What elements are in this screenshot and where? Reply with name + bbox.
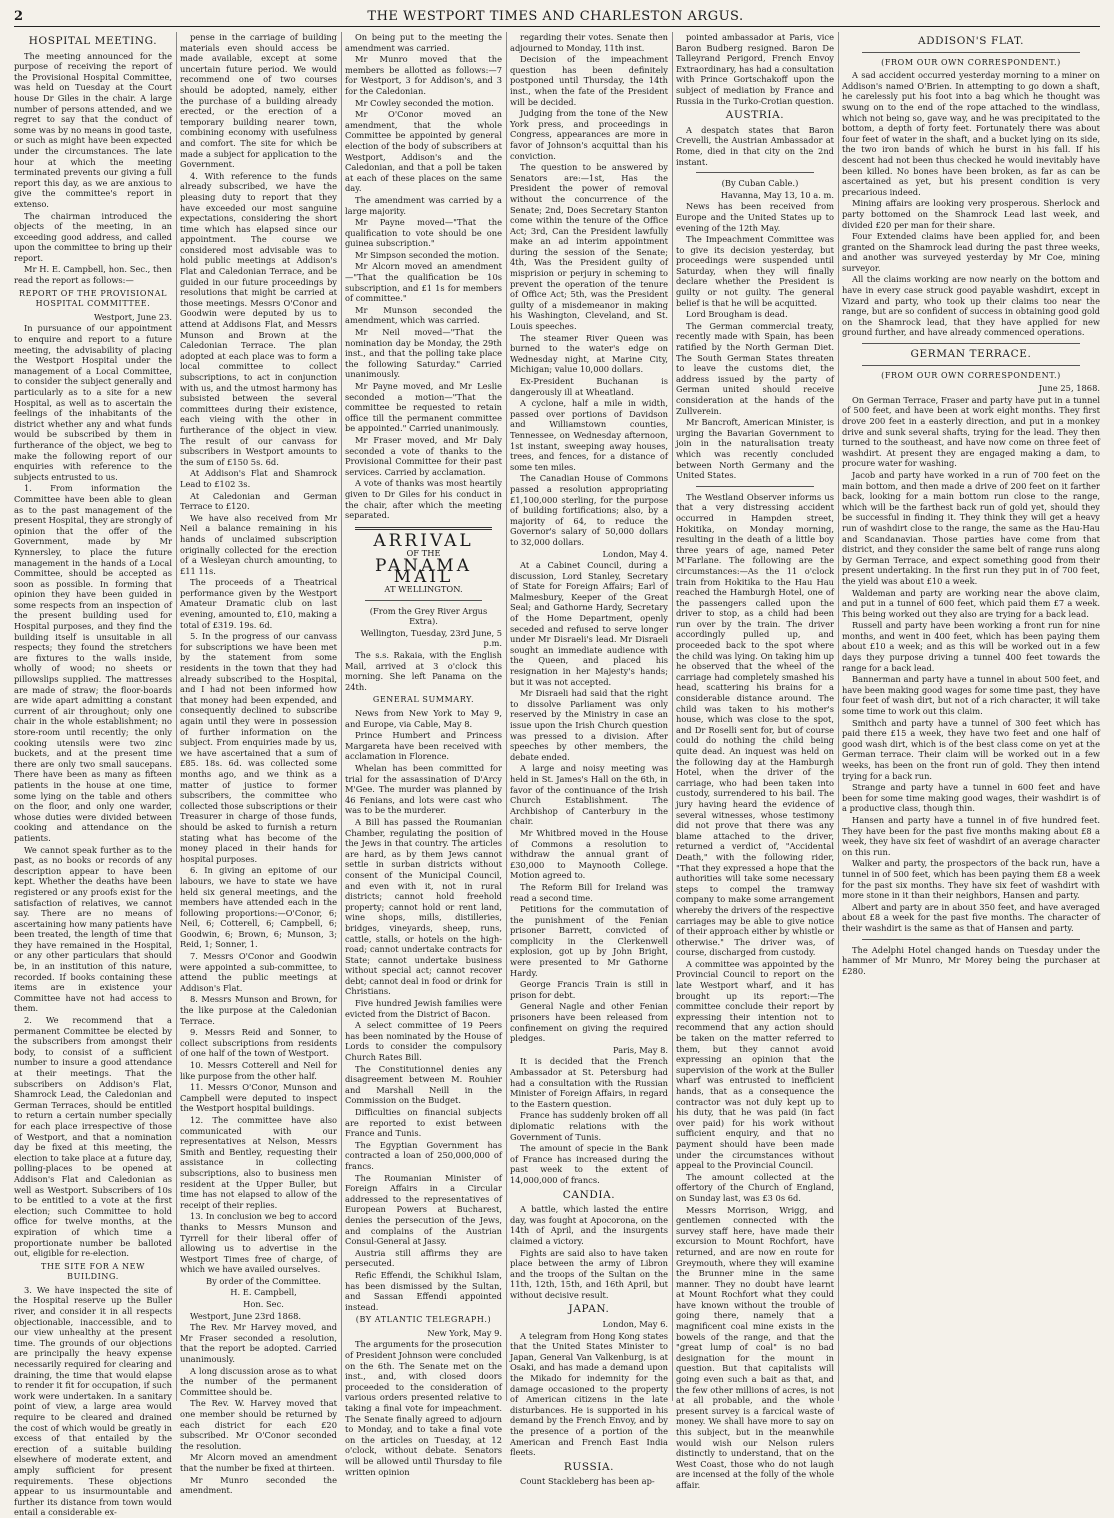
paragraph: Mr Munro seconded the amendment.	[180, 1474, 337, 1496]
paragraph: Refic Effendi, the Schikhul Islam, has been dismissed by the Sultan, and Sassan Effendi appointed instead.	[345, 1269, 502, 1312]
paragraph: In pursuance of our appointment to enquire and report to a future meeting, the advisability of placing the Westport Hospital under the management of a Local Committee, to consider the subject generally and particularly as to a site for a new Hospital, as well as to ascertain the feelings of the inhabitants of the district whether any and what funds would be subscribed by them in furtherance of the object, we beg to make the following report of our enquiries with reference to the subjects entrusted to us.	[14, 323, 172, 482]
column-divider	[672, 32, 673, 1401]
section-heading: AUSTRIA.	[725, 109, 785, 122]
paragraph: 7. Messrs O'Conor and Goodwin were appointed a sub-committee, to attend the public meetings at Addison's Flat.	[180, 951, 337, 993]
column-5	[676, 32, 834, 1490]
paragraph: News from New York to May 9, and Europe, via Cable, May 8.	[345, 708, 502, 729]
paragraph: Decision of the impeachment question has been definitely postponed until Thursday, the 14th inst., when the fate of the President will be decided.	[510, 54, 668, 107]
subheading: REPORT OF THE PROVISIONAL HOSPITAL COMMITTEE.	[19, 288, 167, 309]
paragraph: 9. Messrs Reid and Sonner, to collect subscriptions from residents of one half of the town of Westport.	[180, 1027, 337, 1059]
dateline: London, May 4.	[602, 548, 668, 559]
paragraph: On being put to the meeting the amendment was carried.	[345, 32, 502, 53]
paragraph: 8. Messrs Munson and Brown, for the like purpose at the Caledonian Terrace.	[180, 994, 337, 1026]
paragraph: 10. Messrs Cotterell and Neil for like purpose from the other half.	[180, 1060, 337, 1081]
paragraph: Mr Simpson seconded the motion.	[355, 249, 500, 260]
dateline: Paris, May 8.	[613, 1044, 668, 1055]
arrival-heading: ARRIVAL	[373, 530, 474, 551]
dateline: New York, May 9.	[427, 1327, 502, 1338]
section-heading: CANDIA.	[562, 1188, 616, 1201]
paragraph: The Impeachment Committee was to give its decision yesterday, but proceedings were suspended until Saturday, when they will finally declare whether the President is guilty or not guilty. The general belief is that he will be acquitted.	[676, 234, 834, 308]
divider	[696, 172, 814, 173]
paragraph: The Rev. W. Harvey moved that one member should be returned by each district for each £20 subscribed. Mr O'Conor seconded the resolution.	[180, 1398, 337, 1451]
paragraph: The amendment was carried by a large majority.	[345, 194, 502, 216]
paragraph: Mr Munson seconded the amendment, which was carried.	[345, 304, 502, 326]
paragraph: The amount collected at the offertory of the Church of England, on Sunday last, was £3 0s 6d.	[676, 1171, 834, 1203]
paragraph: Russell and party have been working a front run for nine months, and went in 400 feet, which has been paying them about £10 a week; and as this will be worked out in a few days they purpose driving a tunnel 400 feet towards the range for a back lead.	[842, 620, 1100, 673]
arrival-of-the: OF THE	[406, 548, 441, 559]
paragraph: Mr Fraser moved, and Mr Daly seconded a vote of thanks to the Provisional Committee for their past services. Carried by acclamation.	[345, 434, 502, 477]
paragraph: Strange and party have a tunnel in 600 feet and have been for some time making good wages, their washdirt is of a productive class, though thin.	[842, 782, 1100, 814]
paragraph: Lord Brougham is dead.	[686, 309, 788, 320]
column-2	[180, 32, 337, 1496]
column-divider	[176, 32, 177, 1401]
paragraph: Mining affairs are looking very prosperous. Sherlock and party bottomed on the Shamrock Lead last week, and divided £20 per man for their share.	[842, 198, 1100, 230]
paragraph: Mr Whitbred moved in the House of Commons a resolution to withdraw the annual grant of £30,000 to Maynooth College. Motion agreed to.	[510, 827, 668, 881]
paragraph: Bannerman and party have a tunnel in about 500 feet, and have been making good wages for some time past, they have four feet of wash dirt, but not of a rich character, it will take some time to work out this claim.	[842, 674, 1100, 717]
paragraph: A sad accident occurred yesterday morning to a miner on Addison's named O'Brien. In attempting to go down a shaft, he carelessly put his foot into a bag which he thought was swung on to the end of the rope attached to the windlass, which not being so, gave way, and he was precipitated to the bottom, a depth of forty feet. Fortunately there was about four feet of water in the shaft, and a bucket lying on its side, the two iron bands of which he burst in his fall. If his descent had not been thus checked he would inevitably have been killed. No bones have been broken, as far as can be ascertained as yet, but his present condition is very precarious indeed.	[842, 70, 1100, 197]
paragraph: Petitions for the commutation of the punishment of the Fenian prisoner Barrett, convicted of complicity in the Clerkenwell explosion, got up by John Bright, were presented to Mr Gathorne Hardy.	[510, 904, 668, 978]
paragraph: Mr O'Conor moved an amendment, that the whole Committee be appointed by general election of the body of subscribers at Westport, Addison's and the Caledonian, and that a poll be taken at each of these places on the same day.	[345, 109, 502, 194]
divider	[862, 365, 1080, 366]
subheading: GENERAL SUMMARY.	[372, 695, 475, 705]
paragraph: 13. In conclusion we beg to accord thanks to Messrs Munson and Tyrrell for their liberal offer of allowing us to advertise in the Westport Times free of charge, of which we have availed ourselves.	[180, 1211, 337, 1275]
paragraph: The Egyptian Government has contracted a loan of 250,000,000 of francs.	[345, 1139, 502, 1171]
source-line: (From the Grey River Argus Extra).	[369, 605, 488, 627]
column-divider	[506, 32, 507, 1401]
dateline: London, May 6.	[602, 1319, 668, 1330]
paragraph: The Constitutionnel denies any disagreement between M. Rouhier and Marshall Neill in the Commission on the Budget.	[345, 1063, 502, 1106]
paragraph: Waldeman and party are working near the above claim, and put in a tunnel of 600 feet, which paid them £7 a week. This being worked out they also are trying for a back lead.	[842, 587, 1100, 619]
page-number: 2	[14, 8, 24, 24]
paragraph: The question to be answered by Senators are:—1st, Has the President the power of removal without the concurrence of the Senate; 2nd, Does Secretary Stanton come within the tenure of the Office Act; 3rd, Can the President lawfully make an ad interim appointment during the session of the Senate; 4th, Was the President guilty of misprision or perjury in scheming to prevent the operation of the tenure of Office Act; 5th, was the President guilty of a misdemeanor in making his Washington, Cleveland, and St. Louis speeches.	[510, 162, 668, 332]
paragraph: Mr Neil moved—"That the nomination day be Monday, the 29th inst., and that the polling take place the following Saturday." Carried unanimously.	[345, 327, 502, 380]
divider	[696, 486, 814, 487]
paragraph: On German Terrace, Fraser and party have put in a tunnel of 500 feet, and have been at work eight months. They first drove 200 feet in a easterly direction, and put in a monkey drive and sunk several shafts, trying for the lead. They then turned to the southeast, and have now come on three feet of washdirt. At present they are engaged making a dam, to procure water for washing.	[842, 394, 1100, 469]
section-heading: JAPAN.	[568, 1303, 610, 1316]
divider	[862, 52, 1080, 53]
source-line: (By Cuban Cable.)	[721, 178, 799, 189]
at-wellington: AT WELLINGTON.	[384, 584, 463, 595]
paragraph: Difficulties on financial subjects are reported to exist between France and Tunis.	[345, 1107, 502, 1139]
paragraph: 11. Messrs O'Conor, Munson and Campbell were deputed to inspect the Westport hospital buildings.	[180, 1082, 337, 1114]
paragraph: A committee was appointed by the Provincial Council to report on the late Westport wharf, and it has brought up its report:—The committee conclude their report by expressing their intention not to recommend that any action should be taken on the matter referred to them, but they cannot avoid expressing an opinion that the supervision of the work at the Buller wharf was entrusted to inefficient hands, that as a consequence the contractor was not duly kept up to his duty, that he was paid (in fact over paid) for his work without sufficient enquiry, and that no payment should have been made under the circumstances without appeal to the Provincial Council.	[676, 958, 834, 1171]
paragraph: A battle, which lasted the entire day, was fought at Apocorona, on the 14th of April, and the insurgents claimed a victory.	[510, 1204, 668, 1246]
paragraph: Four Extended claims have been applied for, and been granted on the Shamrock lead during the past three weeks, and another was surveyed yesterday by Mr Coe, mining surveyor.	[842, 231, 1100, 273]
article-heading: HOSPITAL MEETING.	[28, 35, 158, 47]
divider	[365, 600, 482, 601]
divider	[862, 939, 1080, 940]
column-6	[842, 32, 1100, 1401]
paragraph: 12. The committee have also communicated with our representatives at Nelson, Messrs Smith and Bentley, requesting their assistance in collecting subscriptions, also to business men resident at the Upper Buller, but time has not elapsed to allow of the receipt of their replies.	[180, 1114, 337, 1210]
paragraph: Albert and party are in about 350 feet, and have averaged about £8 a week for the past five months. The character of their washdirt is the same as that of Hansen and party.	[842, 901, 1100, 933]
panama-mail-heading: PANAMA MAIL	[375, 555, 472, 587]
paragraph: The steamer River Queen was burned to the water's edge on Wednesday night, at Marine City, Michigan; value 10,000 dollars.	[510, 332, 668, 375]
dateline: Wellington, Tuesday, 23rd June, 5 p.m.	[360, 627, 502, 649]
paragraph: At a Cabinet Council, during a discussion, Lord Stanley, Secretary of State for Foreign Affairs; Earl of Malmesbury, Keeper of the Great Seal; and Gathorne Hardy, Secretary of the Home Department, openly seceded and refused to serve longer under Mr Disraeli's lead. Mr Disraeli sought an immediate audience with the Queen, and placed his resignation in her Majesty's hands; but it was not accepted.	[510, 560, 668, 687]
paragraph: Mr Alcorn moved an amendment that the number be fixed at thirteen.	[180, 1452, 337, 1473]
paragraph: At Addison's Flat and Shamrock Lead to £102 3s.	[180, 468, 337, 489]
paragraph: A cyclone, half a mile in width, passed over portions of Davidson and Williamstown counties, Tennessee, on Wednesday afternoon, 1st instant, sweeping away houses, trees, and fences, for a distance of some ten miles.	[510, 398, 668, 472]
paragraph: pense in the carriage of building materials even should access be made available, except at some uncertain future period. We would recommend one of two courses should be adopted, namely, either the purchase of a building already erected, or the erection of a temporary building nearer town, combining economy with usefulness and comfort. The site for which be made a subject for application to the Government.	[180, 32, 337, 170]
paragraph: The Reform Bill for Ireland was read a second time.	[510, 881, 668, 903]
paragraph: Judging from the tone of the New York press, and proceedings in Congress, appearances are more in favor of Johnson's acquittal than his conviction.	[510, 108, 668, 161]
paragraph: The Canadian House of Commons passed a resolution appropriating £1,100,000 sterling, for the purpose of building fortifications; also, by a majority of 64, to reduce the Governor's salary of 50,000 dollars to 32,000 dollars.	[510, 473, 668, 547]
paragraph: Hansen and party have a tunnel in of five hundred feet. They have been for the past five months making about £8 a week, they have six feet of washdirt of an average character on this run.	[842, 814, 1100, 857]
paragraph: The Adelphi Hotel changed hands on Tuesday under the hammer of Mr Munro, Mr Morey being the purchaser at £280.	[842, 944, 1100, 976]
signature-name: H. E. Campbell,	[230, 1287, 297, 1298]
paragraph: The Rev. Mr Harvey moved, and Mr Fraser seconded a resolution, that the report be adopted. Carried unanimously.	[180, 1322, 337, 1365]
paragraph: regarding their votes. Senate then adjourned to Monday, 11th inst.	[510, 32, 668, 53]
signature-line: By order of the Committee.	[206, 1275, 321, 1286]
column-1	[14, 32, 172, 1518]
paragraph: 3. We have inspected the site of the Hospital reserve up the Buller river, and consider it in all respects objectionable, inaccessible, and to our view unhealthy at the present time. The grounds of our objections are principally the heavy expense necessarily required for clearing and draining, the time that would elapse to render it fit for occupation, if such work were undertaken. In a sanitary point of view, a large area would require to be cleared and drained the cost of which would be greatly in excess of that entailed by the erection of a suitable building elsewhere of moderate extent, and amply sufficient for present requirements. These objections appear to us insurmountable and further its distance from town would entail a considerable ex-	[14, 1284, 172, 1518]
paragraph: Smithch and party have a tunnel of 300 feet which has paid there £15 a week, they have two feet and one half of good wash dirt, which is of the best class come on yet at the German terrace. Their claim will be worked out in a few weeks, has been on the front run of gold. They then intend trying for a back run.	[842, 717, 1100, 781]
subheading: (FROM OUR OWN CORRESPONDENT.)	[881, 57, 1061, 67]
subheading: (BY ATLANTIC TELEGRAPH.)	[355, 1315, 492, 1325]
paragraph: pointed ambassador at Paris, vice Baron Budberg resigned. Baron De Talleyrand Perigord, French Envoy Extraordinary, has had a consultation with Prince Gortschakoff upon the subject of mediation by France and Russia in the Turko-Crotian question.	[676, 32, 834, 106]
paragraph: The amount of specie in the Bank of France has increased during the past week to the extent of 14,000,000 of francs.	[510, 1143, 668, 1185]
paragraph: George Francis Train is still in prison for debt.	[510, 979, 668, 1000]
paragraph: A select committee of 19 Peers has been nominated by the House of Lords to consider the compulsory Church Rates Bill.	[345, 1020, 502, 1063]
paragraph: Austria still affirms they are persecuted.	[345, 1247, 502, 1269]
paragraph: 1. From information the Committee have been able to glean as to the past management of the present Hospital, they are strongly of opinion that the offer of the Government, made by Mr Kynnersley, to place the future management in the hands of a Local Committee, should be accepted as soon as possible. In forming that opinion they have been guided in some respects from an inspection of the present building used for Hospital purposes, and they find the building itself is unsuitable in all respects; they found the stretchers are fixtures to the walls inside, wholly of wood; no sheets or pillowslips supplied. The mattresses are made of straw; the floor-boards are wide apart admitting a constant current of air throughout; only one chair in the whole establishment; no store-room until recently; the only cooking utensils were two zinc buckets, and at the present time there are only two small saucepans. There have been as many as fifteen patients in the house at one time, some lying on the table and others on the floor, and only one warder, whose duties were divided between cooking and attendance on the patients.	[14, 483, 172, 843]
divider	[862, 343, 1080, 344]
paragraph: Mr H. E. Campbell, hon. Sec., then read the report as follows:—	[14, 264, 172, 286]
paragraph: The German commercial treaty, recently made with Spain, has been ratified by the North German Diet. The South German States threaten to leave the customs diet, the address issued by the party of German united should receive consideration at the hands of the Zullverein.	[676, 320, 834, 416]
paragraph: A large and noisy meeting was held in St. James's Hall on the 6th, in favor of the continuance of the Irish Church Establishment. The Archbishop of Canterbury in the chair.	[510, 763, 668, 827]
paragraph: 2. We recommend that a permanent Committee be elected by the subscribers from amongst their body, to consist of a sufficient number to insure a good attendance at their meetings. That the subscribers on Addison's Flat, Shamrock Lead, the Caledonian and German Terraces, should be entitled to return a certain number specially for each place irrespective of those of Westport, and that a nomination day be fixed at this meeting, the election to take place at a future day, polling-places to be opened at Addison's Flat and Caledonian as well as Westport. Subscribers of 10s to be entitled to a vote at the first election; such Committee to hold office for twelve months, at the expiration of which time a proportionate number be balloted out, eligible for re-election.	[14, 1015, 172, 1259]
paragraph: Five hundred Jewish families were evicted from the District of Bacon.	[345, 998, 502, 1019]
paragraph: General Nagle and other Fenian prisoners have been released from confinement on giving the required pledges.	[510, 1001, 668, 1044]
dateline: Westport, June 23.	[94, 311, 172, 322]
section-heading: RUSSIA.	[563, 1460, 615, 1473]
paragraph: 5. In the progress of our canvass for subscriptions we have been met by the statement from some residents in the town that they had already subscribed to the Hospital, and I had not been informed how that money had been expended, and consequently declined to subscribe again until they were in possession of further information on the subject. From enquiries made by us, we have ascertained that a sum of £85. 18s. 6d. was collected some months ago, and we think as a matter of justice to former subscribers, the committee who collected those subscriptions or their Treasurer in charge of those funds, should be asked to furnish a return stating what has become of the money placed in their hands for hospital purposes.	[180, 631, 337, 864]
paragraph: All the claims working are now nearly on the bottom and have in every case struck good payable washdirt, except in Vizard and party, who took up their claims too near the range, but are so confident of success in obtaining good gold on the Shamrock lead, that they have applied for new ground further, and have already commenced operations.	[842, 274, 1100, 338]
column-divider	[838, 32, 839, 1401]
section-heading: ADDISON'S FLAT.	[917, 35, 1025, 47]
paragraph: Mr Alcorn moved an amendment—"That the qualification be 10s subscription, and £1 1s for members of committee."	[345, 261, 502, 304]
dateline: Westport, June 23rd 1868.	[190, 1310, 302, 1321]
paragraph: Whelan has been committed for trial for the assassination of D'Arcy M'Gee. The murder was planned by 46 Fenians, and lots were cast who was to be the murderer.	[345, 763, 502, 816]
paragraph: Prince Humbert and Princess Margareta have been received with acclamation in Florence.	[345, 730, 502, 762]
section-divider	[355, 527, 492, 530]
paragraph: It is decided that the French Ambassador at St. Petersburg had had a consultation with the Russian Minister of Foreign Affairs, in regard to the Eastern question.	[510, 1056, 668, 1109]
paragraph: Mr Payne moved—"That the qualification to vote should be one guinea subscription."	[345, 217, 502, 249]
paragraph: The s.s. Rakaia, with the English Mail, arrived at 3 o'clock this morning. She left Panama on the 24th.	[345, 650, 502, 692]
dateline: June 25, 1868.	[1038, 383, 1100, 394]
paragraph: The proceeds of a Theatrical performance given by the Westport Amateur Dramatic club on last evening, amounted to, £10, making a total of £319. 19s. 6d.	[180, 577, 337, 630]
paragraph: The arguments for the prosecution of President Johnson were concluded on the 6th. The Senate met on the inst., and, with closed doors proceeded to the consideration of various orders presented relative to taking a final vote for impeachment. The Senate finally agreed to adjourn to Monday, and to take a final vote on the articles on Tuesday, at 12 o'clock, without debate. Senators will be allowed until Thursday to file written opinion	[345, 1339, 502, 1477]
paragraph: The chairman introduced the objects of the meeting, in an exceeding good address, and called upon the committee to bring up their report.	[14, 210, 172, 263]
subheading: THE SITE FOR A NEW BUILDING.	[41, 1261, 145, 1282]
masthead	[14, 6, 1100, 27]
paragraph: A vote of thanks was most heartily given to Dr Giles for his conduct in the chair, after which the meeting separated.	[345, 478, 502, 521]
paragraph: We cannot speak further as to the past, as no books or records of any description appear to have been kept. Whether the deaths have been registered or any proofs exist for the satisfaction of relatives, we cannot say. There are no means of ascertaining how many patients have been treated, the length of time that they have remained in the Hospital, or any other particulars that should be, in an institution of this nature, recorded. If books containing these items are in existence your Committee have not had access to them.	[14, 844, 172, 1014]
paragraph: Mr Bancroft, American Minister, is urging the Bavarian Government to join in the naturalisation treaty which was recently concluded between North Germany and the United States.	[676, 417, 834, 481]
paragraph: 4. With reference to the funds already subscribed, we have the pleasing duty to report that they have exceeded our most sanguine expectations, considering the short time which has elapsed since our appointment. The course we considered most advisable was to hold public meetings at Addison's Flat and Caledonian Terrace, and be guided in our future proceedings by resolutions that might be carried at those meetings. Messrs O'Conor and Goodwin were deputed by us to attend at Addisons Flat, and Messrs Munson and Brown at the Caledonian Terrace. The plan adopted at each place was to form a local committee to collect subscriptions, to act in conjunction with us, and the utmost harmony has subsisted between the several committees during their existence, each vieing with the other in furtherance of the object in view. The result of our canvass for subscribers in Westport amounts to the sum of £150 5s. 6d.	[180, 170, 337, 467]
paragraph: Fights are said also to have taken place between the army of Libron and the troops of the Sultan on the 11th, 12th, 15th, and 16th April, but without decisive result.	[510, 1247, 668, 1300]
paragraph: Mr Munro moved that the members be allotted as follows:—7 for Westport, 3 for Addison's, and 3 for the Caledonian.	[345, 54, 502, 96]
paragraph: Mr Disraeli had said that the right to dissolve Parliament was only reserved by the Ministry in case an issue upon the Irish Church question was pressed to a division. After speeches by other members, the debate ended.	[510, 688, 668, 762]
paragraph: We have also received from Mr Neil a balance remaining in his hands of unclaimed subscription originally collected for the erection of a Wesleyan church amounting, to £11 11s.	[180, 512, 337, 576]
signature-title: Hon. Sec.	[243, 1299, 284, 1310]
paragraph: The Roumanian Minister of Foreign Affairs in a Circular addressed to the representatives of European Powers at Bucharest, denies the persecution of the Jews, and complains of the Austrian Consul-General at Jassy.	[345, 1172, 502, 1247]
paragraph: Mr Cowley seconded the motion.	[355, 97, 494, 108]
paragraph: 6. In giving an epitome of our labours, we have to state we have held six general meetings, and the members have attended each in the following proportions:—O'Conor, 6; Neil, 6; Cotterell, 6; Campbell, 6; Goodwin, 6; Brown, 6; Munson, 3; Reid, 1; Sonner, 1.	[180, 865, 337, 950]
paragraph: The meeting announced for the purpose of receiving the report of the Provisional Hospital Committee, was held on Tuesday at the Court house Dr Giles in the chair. A large number of persons attended, and we regret to say that the conduct of some was by no means in good taste, or such as might have been expected under the circumstances. The late hour at which the meeting terminated prevents our giving a full report this day, as we are anxious to give the committee's report in extenso.	[14, 50, 172, 209]
column-3	[345, 32, 502, 1477]
paragraph: News has been received from Europe and the United States up to evening of the 12th May.	[676, 201, 834, 233]
paragraph: A despatch states that Baron Crevelli, the Austrian Ambassador at Rome, died in that city on the 2nd instant.	[676, 124, 834, 167]
paragraph: At Caledonian and German Terrace to £120.	[180, 490, 337, 512]
paragraph: Mr Payne moved, and Mr Leslie seconded a motion—"That the committee be requested to retain office till the permanent committee be appointed." Carried unanimously.	[345, 381, 502, 434]
paragraph: Walker and party, the prospectors of the back run, have a tunnel in of 500 feet, which has been paying them £8 a week for the past six months. They have six feet of washdirt with more stone in it than their neighbors, Hansen and party.	[842, 858, 1100, 901]
paragraph: Count Stackleberg has been ap-	[520, 1476, 655, 1487]
section-heading: GERMAN TERRACE.	[910, 348, 1032, 361]
column-divider	[341, 32, 342, 1401]
subheading: (FROM OUR OWN CORRESPONDENT.)	[881, 370, 1061, 380]
paragraph: France has suddenly broken off all diplomatic relations with the Government of Tunis.	[510, 1110, 668, 1142]
paragraph: A telegram from Hong Kong states that the United States Minister to Japan, General Van Valkenburg, is at Osaki, and has made a demand upon the Mikado for indemnity for the damage occasioned to the property of American citizens in the late disturbances. He is supported in his demand by the French Envoy, and by the presence of a portion of the American and French East India fleets.	[510, 1330, 668, 1458]
newspaper-title: THE WESTPORT TIMES AND CHARLESTON ARGUS.	[367, 8, 744, 24]
column-4	[510, 32, 668, 1487]
paragraph: A long discussion arose as to what the number of the permanent Committee should be.	[180, 1365, 337, 1397]
paragraph: Messrs Morrison, Wrigg, and gentlemen connected with the survey staff here, have made their excursion to Mount Rochfort, have returned, and are now en route for Greymouth, where they will examine the Brunner mine in the same manner. They no doubt have learnt at Mount Rochfort what they could have known without the trouble of going there, namely that a magnificent coal mine exists in the bowels of the range, and that the "great lump of coal" is no bad designation for the mount in question. But that capitalists will going even such a bait as that, and the few other millions of acres, is not at all probable, and the whole present survey is a farcical waste of money. We shall have more to say on this subject, but in the meanwhile would wish our Nelson rulers distinctly to understand, that on the West Coast, those who do not laugh are incensed at the folly of the whole affair.	[676, 1204, 834, 1490]
paragraph: The Westland Observer informs us that a very distressing accident occurred in Hampden street, Hokitika, on Monday morning, resulting in the death of a little boy three years of age, named Peter M'Farlane. The following are the circumstances:—As the 11 o'clock train from Hokitika to the Hau Hau reached the Hamburgh Hotel, one of the passengers called upon the driver to stop, as a child had been run over by the train. The driver accordingly pulled up, and proceeded back to the spot where the child was lying. On taking him up he observed that the wheel of the carriage had completely smashed his head, scattering his brains for a considerable distance around. The child was taken to his mother's house, which was close to the spot, and Dr Roselli sent for, but of course could do nothing the child being quite dead. An inquest was held on the following day at the Hamburgh Hotel, when the driver of the carriage, who had been taken into custody, surrendered to his bail. The jury having heard the evidence of several witnesses, whose testimony did not prove that there was any blame attached to the driver, returned a verdict of, "Accidental Death," with the following rider, "That they expressed a hope that the authorities will take some necessary steps to compel the tramway company to make some arrangement whereby the drivers of the respective carriages may be able to give notice of their approach either by whistle or otherwise." The driver was, of course, discharged from custody.	[676, 491, 834, 958]
paragraph: A Bill has passed the Roumanian Chamber, regulating the position of the Jews in that country. The articles are hard, as by them Jews cannot settle in surban districts without consent of the Municipal Council, and even with it, not in rural districts; cannot hold freehold property; cannot hold or rent land, wine shops, mills, distilleries, bridges, vineyards, sheep, runs, cattle, stalls, or hotels on the high-road; cannot undertake contracts for State; cannot undertake business without special act; cannot recover debt; cannot deal in food or drink for Christians.	[345, 816, 502, 997]
paragraph: Ex-President Buchanan is dangerously ill at Wheatland.	[510, 376, 668, 397]
dateline: Havanna, May 13, 10 a. m.	[720, 189, 834, 200]
paragraph: Jacob and party have worked in a run of 700 feet on the main bottom, and then made a drive of 200 feet on it farther back, looking for a main bottom run close to the range, which will be the farthest back run of gold yet, should they be successful in finding it. They think they will get a heavy run of washdirt close to the range, the same as the Hau-Hau and Scandanavian. Those parties have come from that district, and they consider the same belt of range runs along by German Terrace, and expect something good from their present undertaking. In the first run they put in of 700 feet, the yield was about £10 a week.	[842, 469, 1100, 586]
